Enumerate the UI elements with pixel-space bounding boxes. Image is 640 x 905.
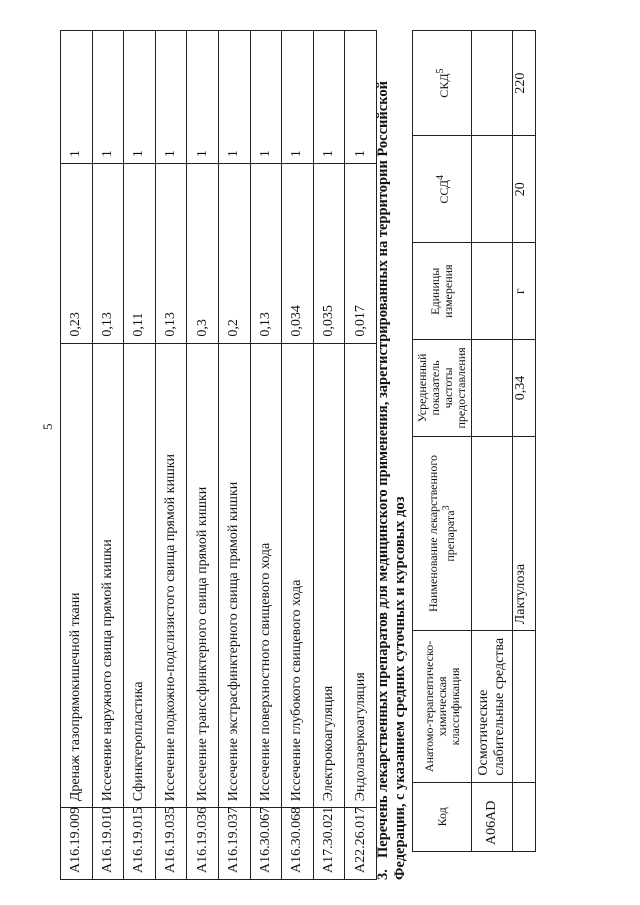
- footnote-3: 3: [441, 505, 452, 511]
- service-name: Иссечение экстрасфинктерного свища прямой кишки: [218, 343, 250, 808]
- drugs-table: [412, 30, 536, 852]
- drug-frequency: 0,34: [513, 340, 536, 437]
- header-drug-name-text: Наименование лекарственного препарата: [426, 455, 457, 613]
- service-frequency: 0,13: [92, 164, 124, 344]
- service-row: [92, 31, 124, 880]
- service-multiplicity: 1: [124, 31, 156, 164]
- service-code: A16.30.067: [250, 808, 282, 880]
- service-multiplicity: 1: [250, 31, 282, 164]
- service-frequency: 0,035: [313, 164, 345, 344]
- rotated-page-content: [60, 25, 620, 880]
- service-code: A16.19.037: [218, 808, 250, 880]
- section-number: 3.: [375, 869, 391, 880]
- header-drug-name: [413, 436, 472, 630]
- footnote-4: 4: [434, 174, 446, 180]
- footnote-5: 5: [434, 68, 446, 74]
- group-empty-unit: [472, 243, 513, 340]
- service-name: Иссечение наружного свища прямой кишки: [92, 343, 124, 808]
- drug-row: [513, 31, 536, 852]
- service-row: [250, 31, 282, 880]
- service-multiplicity: 1: [313, 31, 345, 164]
- header-atc: Анатомо-терапевтическо-химическая классификация: [413, 631, 472, 782]
- header-unit: Единицы измерения: [413, 243, 472, 340]
- header-skd: [413, 31, 472, 136]
- service-row: [313, 31, 345, 880]
- service-name: Дренаж тазопрямокишечной ткани: [61, 343, 93, 808]
- section-title: Перечень лекарственных препаратов для медицинского применения, зарегистрированных на территории Российской Федерации, с указанием средних суточных и курсовых доз: [375, 81, 408, 880]
- service-row: [282, 31, 314, 880]
- service-row: [345, 31, 377, 880]
- service-name: Эндолазеркоагуляция: [345, 343, 377, 808]
- services-table: [60, 30, 377, 880]
- service-multiplicity: 1: [345, 31, 377, 164]
- header-code: Код: [413, 782, 472, 851]
- service-frequency: 0,2: [218, 164, 250, 344]
- group-empty-freq: [472, 340, 513, 437]
- service-multiplicity: 1: [92, 31, 124, 164]
- service-code: A16.19.036: [187, 808, 219, 880]
- service-row: [61, 31, 93, 880]
- service-name: Сфинктеропластика: [124, 343, 156, 808]
- service-multiplicity: 1: [61, 31, 93, 164]
- drug-empty-code: [513, 782, 536, 851]
- service-multiplicity: 1: [218, 31, 250, 164]
- group-empty-skd: [472, 31, 513, 136]
- drug-group-row: [472, 31, 513, 852]
- service-name: Иссечение глубокого свищевого хода: [282, 343, 314, 808]
- header-frequency: Усредненный показатель частоты предоставления: [413, 340, 472, 437]
- section-3-heading: [375, 30, 409, 880]
- service-row: [155, 31, 187, 880]
- header-skd-text: СКД: [436, 73, 451, 98]
- drug-name: Лактулоза: [513, 436, 536, 630]
- service-frequency: 0,11: [124, 164, 156, 344]
- drugs-header-row: [413, 31, 472, 852]
- header-ssd: [413, 136, 472, 243]
- service-code: A22.26.017: [345, 808, 377, 880]
- service-row: [218, 31, 250, 880]
- service-frequency: 0,3: [187, 164, 219, 344]
- service-frequency: 0,23: [61, 164, 93, 344]
- service-frequency: 0,13: [155, 164, 187, 344]
- service-frequency: 0,13: [250, 164, 282, 344]
- group-empty-ssd: [472, 136, 513, 243]
- service-row: [124, 31, 156, 880]
- service-multiplicity: 1: [282, 31, 314, 164]
- service-code: A17.30.021: [313, 808, 345, 880]
- service-code: A16.19.035: [155, 808, 187, 880]
- service-name: Иссечение транссфинктерного свища прямой кишки: [187, 343, 219, 808]
- service-code: A16.19.015: [124, 808, 156, 880]
- service-name: Иссечение подкожно-подслизистого свища прямой кишки: [155, 343, 187, 808]
- drug-empty-atc: [513, 631, 536, 782]
- drug-unit: г: [513, 243, 536, 340]
- service-code: A16.19.010: [92, 808, 124, 880]
- service-frequency: 0,017: [345, 164, 377, 344]
- group-atc: Осмотические слабительные средства: [472, 631, 513, 782]
- service-name: Иссечение поверхностного свищевого хода: [250, 343, 282, 808]
- header-ssd-text: ССД: [436, 179, 451, 204]
- drug-skd: 220: [513, 31, 536, 136]
- service-frequency: 0,034: [282, 164, 314, 344]
- service-code: A16.19.009: [61, 808, 93, 880]
- group-code: A06AD: [472, 782, 513, 851]
- service-code: A16.30.068: [282, 808, 314, 880]
- drug-ssd: 20: [513, 136, 536, 243]
- service-multiplicity: 1: [187, 31, 219, 164]
- service-row: [187, 31, 219, 880]
- page-number: 5: [40, 423, 55, 430]
- group-empty-name: [472, 436, 513, 630]
- service-multiplicity: 1: [155, 31, 187, 164]
- service-name: Электрокоагуляция: [313, 343, 345, 808]
